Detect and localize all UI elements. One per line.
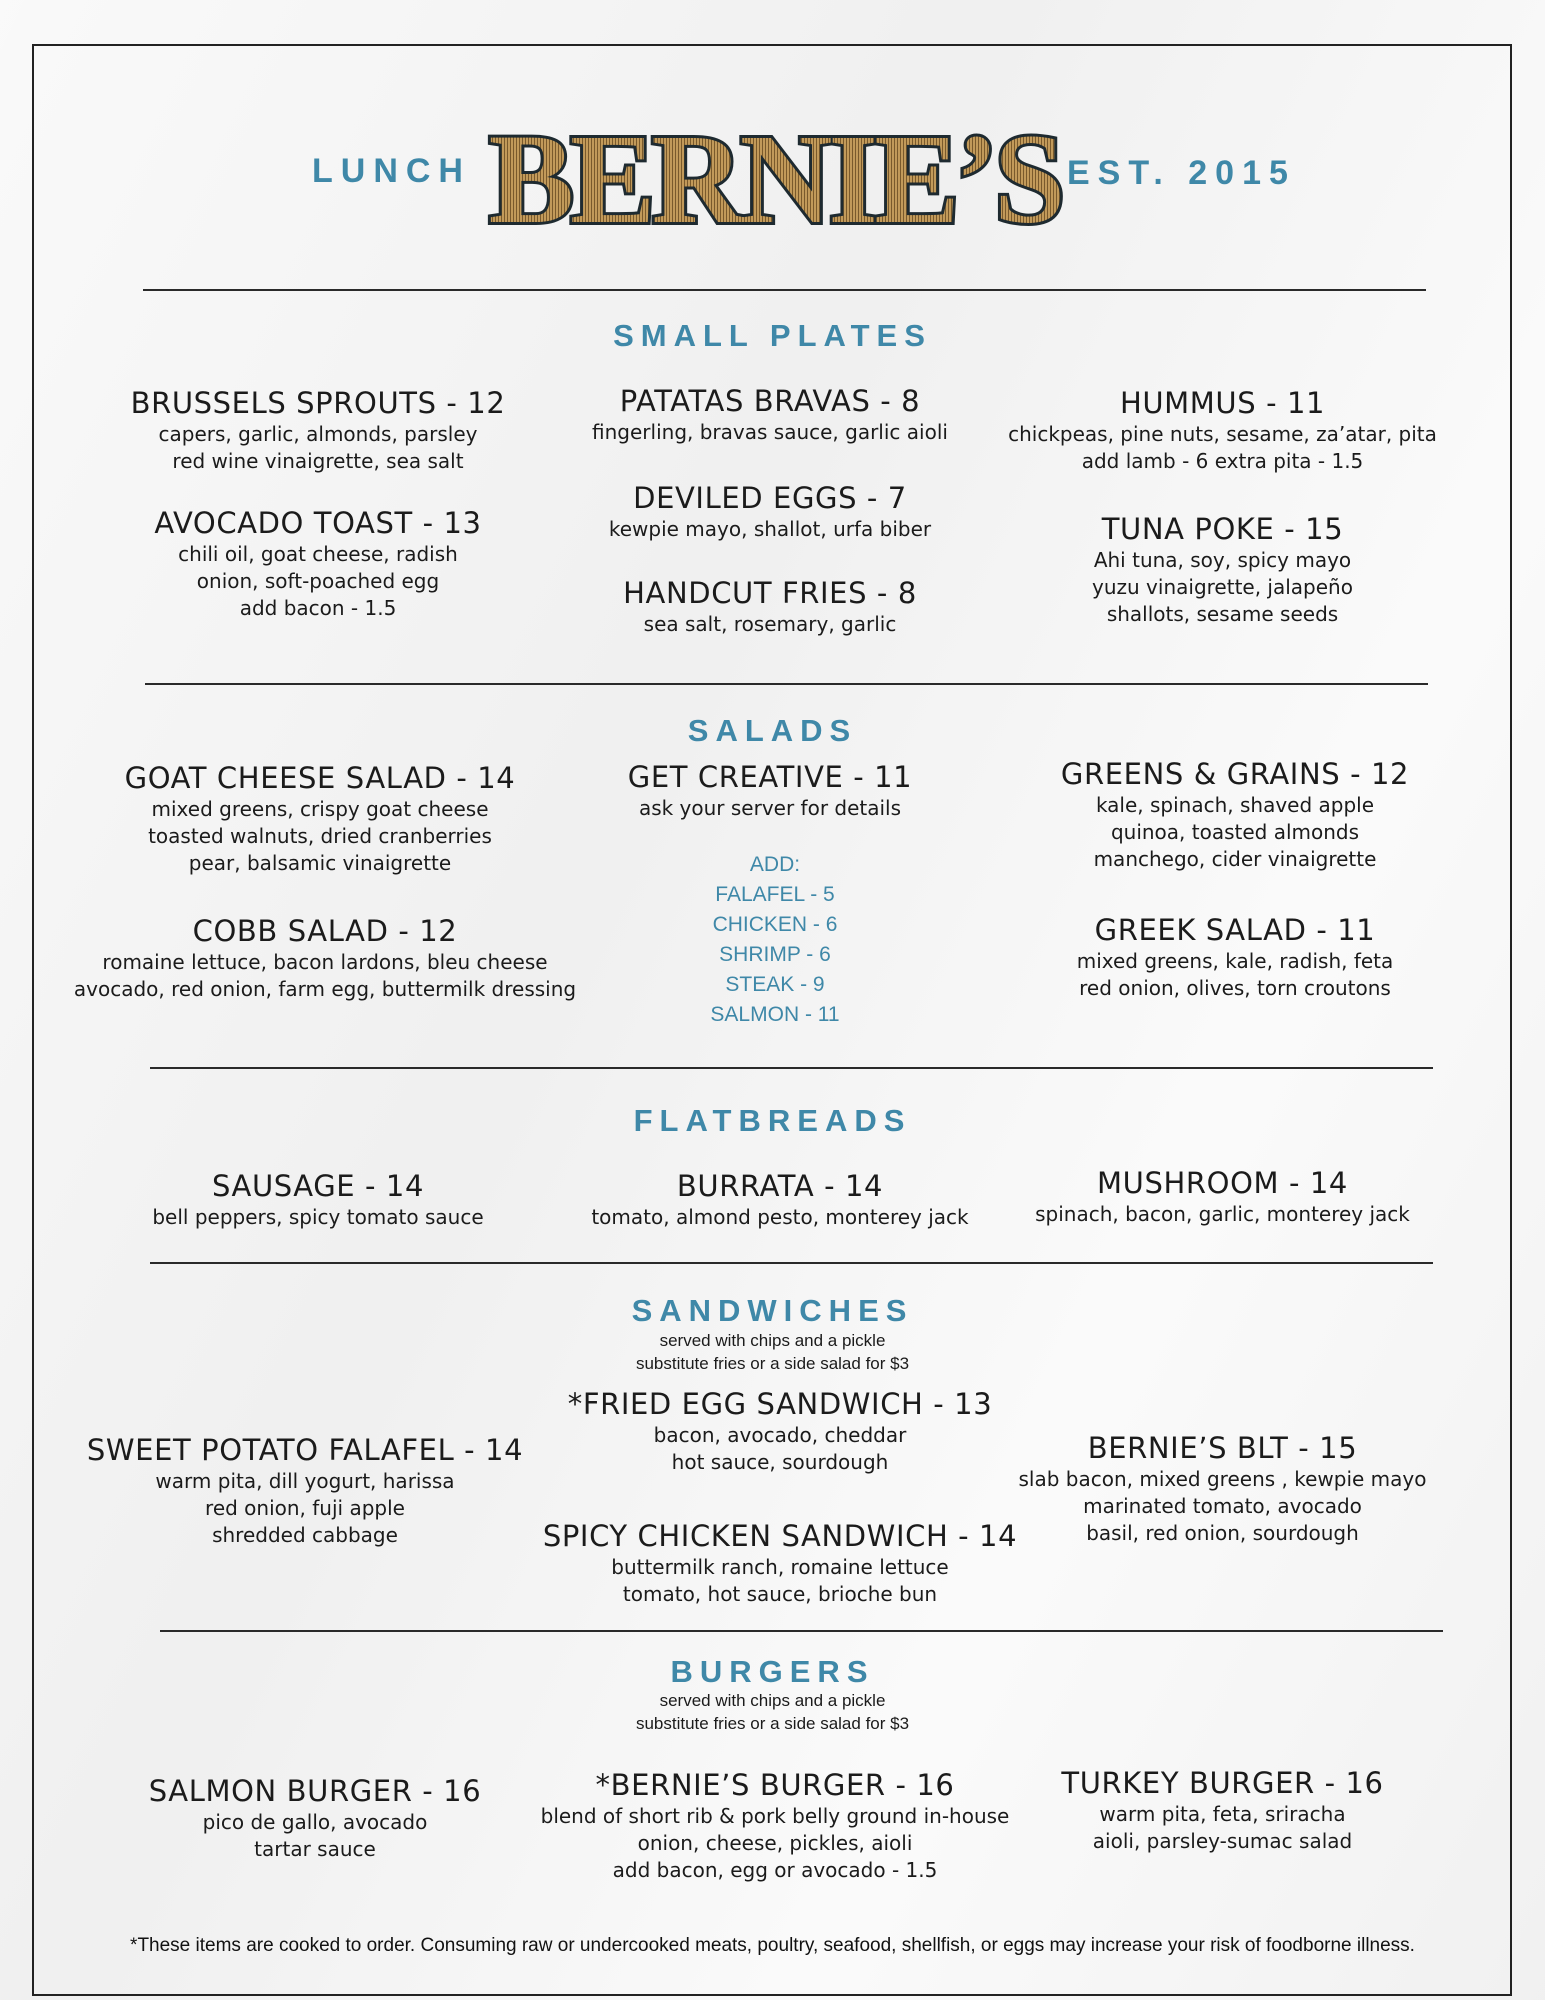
item-desc: chickpeas, pine nuts, sesame, za’atar, pita [1008, 422, 1437, 446]
item-desc: red wine vinaigrette, sea salt [172, 449, 464, 473]
menu-item [60, 760, 580, 877]
item-desc: shallots, sesame seeds [1106, 602, 1339, 626]
item-name: PATATAS BRAVAS - 8 [619, 384, 921, 418]
item-name: AVOCADO TOAST - 13 [154, 506, 482, 540]
addon-item: SALMON - 11 [710, 1003, 840, 1026]
item-name: HANDCUT FRIES - 8 [623, 576, 917, 610]
item-desc: onion, soft-poached egg [196, 569, 440, 593]
addon-item: SHRIMP - 6 [719, 943, 831, 966]
section-title-small-plates: SMALL PLATES [613, 318, 932, 353]
section-divider [150, 1262, 1433, 1264]
item-name: DEVILED EGGS - 7 [633, 481, 907, 515]
item-desc: fingerling, bravas sauce, garlic aioli [592, 420, 948, 444]
item-name: BURRATA - 14 [676, 1169, 884, 1203]
item-name: GREEK SALAD - 11 [1094, 913, 1376, 947]
salad-addons [625, 850, 925, 1030]
note-line: substitute fries or a side salad for $3 [635, 1714, 910, 1733]
item-desc: basil, red onion, sourdough [1086, 1521, 1359, 1545]
menu-item [530, 1518, 1030, 1608]
item-desc: marinated tomato, avocado [1083, 1494, 1362, 1518]
item-desc: capers, garlic, almonds, parsley [158, 422, 478, 446]
item-name: *FRIED EGG SANDWICH - 13 [567, 1387, 993, 1421]
section-divider [150, 1067, 1433, 1069]
item-desc: manchego, cider vinaigrette [1093, 847, 1377, 871]
item-name: MUSHROOM - 14 [1097, 1166, 1348, 1200]
menu-item [515, 1767, 1035, 1884]
item-desc: mixed greens, kale, radish, feta [1076, 949, 1394, 973]
menu-item [1000, 1165, 1445, 1228]
item-desc: pear, balsamic vinaigrette [188, 851, 452, 875]
addon-header: ADD: [749, 853, 801, 876]
item-desc: tomato, almond pesto, monterey jack [591, 1205, 969, 1229]
item-name: TURKEY BURGER - 16 [1061, 1766, 1384, 1800]
item-desc: tomato, hot sauce, brioche bun [622, 1582, 938, 1606]
section-divider [143, 289, 1426, 291]
item-desc: quinoa, toasted almonds [1110, 820, 1360, 844]
item-desc: hot sauce, sourdough [671, 1450, 889, 1474]
item-name: BERNIE’S BLT - 15 [1087, 1431, 1358, 1465]
menu-item [1000, 511, 1445, 628]
item-desc: sea salt, rosemary, garlic [643, 612, 897, 636]
menu-item [115, 1773, 515, 1863]
item-name: *BERNIE’S BURGER - 16 [595, 1768, 955, 1802]
menu-item [1010, 912, 1460, 1002]
item-desc: shredded cabbage [212, 1523, 398, 1547]
item-name: BRUSSELS SPROUTS - 12 [130, 386, 506, 420]
menu-item [118, 1168, 518, 1231]
menu-item [550, 1386, 1010, 1476]
menu-item [1010, 756, 1460, 873]
item-desc: aioli, parsley-sumac salad [1092, 1829, 1353, 1853]
menu-item [45, 913, 605, 1003]
item-name: SALMON BURGER - 16 [148, 1774, 482, 1808]
item-desc: add bacon, egg or avocado - 1.5 [612, 1858, 938, 1882]
item-desc: onion, cheese, pickles, aioli [637, 1831, 913, 1855]
menu-item [560, 1168, 1000, 1231]
item-desc: tartar sauce [254, 1837, 376, 1861]
item-desc: blend of short rib & pork belly ground in-house [540, 1804, 1010, 1828]
item-desc: pico de gallo, avocado [202, 1810, 428, 1834]
menu-item [1000, 1430, 1445, 1547]
addon-item: FALAFEL - 5 [715, 883, 835, 906]
item-desc: romaine lettuce, bacon lardons, bleu cheese [102, 950, 548, 974]
svg-text:BERNIE’S: BERNIE’S [488, 108, 1062, 250]
item-name: GOAT CHEESE SALAD - 14 [124, 761, 516, 795]
item-name: SWEET POTATO FALAFEL - 14 [86, 1433, 524, 1467]
section-divider [145, 683, 1428, 685]
item-name: SPICY CHICKEN SANDWICH - 14 [542, 1519, 1018, 1553]
menu-item [1000, 1765, 1445, 1855]
bernies-logo [488, 82, 1062, 262]
item-name: TUNA POKE - 15 [1101, 512, 1344, 546]
menu-item [570, 480, 970, 543]
menu-type-label: LUNCH [312, 152, 471, 190]
item-desc: kewpie mayo, shallot, urfa biber [608, 517, 932, 541]
addon-item: STEAK - 9 [725, 973, 825, 996]
menu-item [585, 759, 955, 822]
item-desc: red onion, fuji apple [205, 1496, 405, 1520]
item-name: COBB SALAD - 12 [192, 914, 458, 948]
item-desc: spinach, bacon, garlic, monterey jack [1035, 1202, 1410, 1226]
menu-item [118, 505, 518, 622]
note-line: substitute fries or a side salad for $3 [635, 1354, 910, 1373]
item-desc: kale, spinach, shaved apple [1095, 793, 1375, 817]
item-desc: warm pita, feta, sriracha [1099, 1802, 1346, 1826]
menu-item [60, 1432, 550, 1549]
item-desc: add lamb - 6 extra pita - 1.5 [1081, 449, 1364, 473]
section-note [0, 1329, 1545, 1375]
addon-item: CHICKEN - 6 [712, 913, 838, 936]
allergen-footnote: *These items are cooked to order. Consuming raw or undercooked meats, poultry, seafood, shellfish, or eggs may increase your risk of foodborne illness. [130, 1935, 1415, 1956]
item-desc: ask your server for details [638, 796, 902, 820]
section-divider [160, 1630, 1443, 1632]
item-desc: bell peppers, spicy tomato sauce [152, 1205, 484, 1229]
menu-item [570, 575, 970, 638]
note-line: served with chips and a pickle [659, 1331, 886, 1350]
section-title-sandwiches: SANDWICHES [631, 1293, 914, 1328]
section-title-flatbreads: FLATBREADS [633, 1103, 912, 1138]
note-line: served with chips and a pickle [659, 1691, 886, 1710]
menu-item [118, 385, 518, 475]
item-desc: add bacon - 1.5 [239, 596, 397, 620]
item-desc: yuzu vinaigrette, jalapeño [1092, 575, 1353, 599]
section-title-burgers: BURGERS [670, 1654, 875, 1689]
item-desc: red onion, olives, torn croutons [1079, 976, 1391, 1000]
section-note [0, 1689, 1545, 1735]
menu-item [570, 383, 970, 446]
item-desc: Ahi tuna, soy, spicy mayo [1093, 548, 1352, 572]
item-name: HUMMUS - 11 [1119, 386, 1326, 420]
item-desc: buttermilk ranch, romaine lettuce [611, 1555, 949, 1579]
item-name: GET CREATIVE - 11 [627, 760, 913, 794]
item-desc: bacon, avocado, cheddar [653, 1423, 907, 1447]
menu-item [1000, 385, 1445, 475]
item-desc: mixed greens, crispy goat cheese [151, 797, 489, 821]
item-desc: toasted walnuts, dried cranberries [148, 824, 492, 848]
section-title-salads: SALADS [687, 713, 858, 748]
item-desc: warm pita, dill yogurt, harissa [155, 1469, 455, 1493]
item-name: GREENS & GRAINS - 12 [1060, 757, 1410, 791]
item-name: SAUSAGE - 14 [211, 1169, 425, 1203]
item-desc: chili oil, goat cheese, radish [178, 542, 458, 566]
item-desc: slab bacon, mixed greens , kewpie mayo [1018, 1467, 1427, 1491]
established-label: EST. 2015 [1067, 154, 1296, 192]
item-desc: avocado, red onion, farm egg, buttermilk dressing [73, 977, 577, 1001]
